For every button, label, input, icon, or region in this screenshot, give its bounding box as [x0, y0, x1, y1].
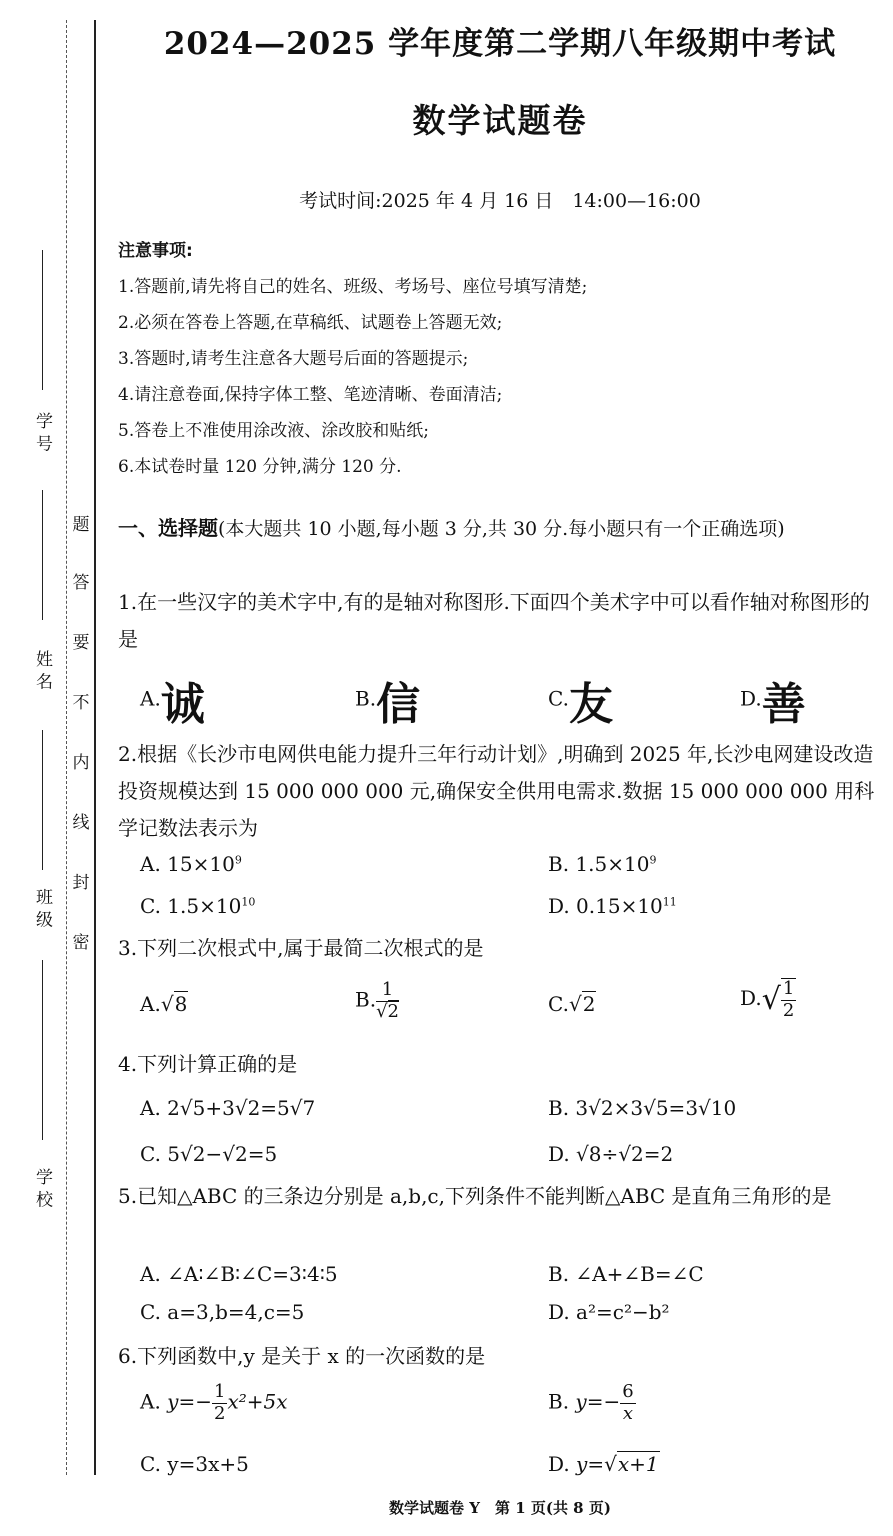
- denominator: 2: [214, 1402, 226, 1424]
- notice-item: 3.答题时,请考生注意各大题号后面的答题提示;: [118, 349, 469, 369]
- q2-option-c: [140, 894, 255, 918]
- question-3-stem: 3.下列二次根式中,属于最简二次根式的是: [118, 936, 484, 960]
- sqrt: √2: [568, 992, 596, 1016]
- radicand: 2: [582, 992, 596, 1016]
- notice-heading: 注意事项:: [118, 241, 193, 261]
- q2-option-b: [548, 852, 656, 876]
- q5-option-b: B. ∠A+∠B=∠C: [548, 1262, 704, 1286]
- seal-char: 线: [72, 813, 90, 833]
- notice-item: 6.本试卷时量 120 分钟,满分 120 分.: [118, 457, 402, 477]
- exponent: 9: [234, 853, 242, 867]
- fill-line: [42, 250, 43, 390]
- notice-item: 2.必须在答卷上答题,在草稿纸、试题卷上答题无效;: [118, 313, 503, 333]
- radicand: 2: [387, 1000, 399, 1022]
- seal-char: 答: [72, 573, 90, 593]
- question-4-stem: 4.下列计算正确的是: [118, 1052, 298, 1076]
- fraction: [376, 980, 399, 1022]
- radicand: 8: [174, 992, 188, 1016]
- seal-char: 不: [72, 693, 90, 713]
- option-label: C.: [548, 992, 569, 1016]
- question-5-stem: 5.已知△ABC 的三条边分别是 a,b,c,下列条件不能判断△ABC 是直角三角形的是: [118, 1184, 832, 1208]
- option-label: D.: [740, 686, 762, 711]
- q6-option-a: [140, 1382, 288, 1424]
- class-label: 班 级: [32, 888, 52, 928]
- fraction: [212, 1382, 227, 1424]
- numerator: 1: [214, 1381, 226, 1402]
- option-label: B.: [355, 987, 377, 1012]
- sqrt: √x+1: [604, 1452, 659, 1476]
- notice-item: 4.请注意卷面,保持字体工整、笔迹清晰、卷面清洁;: [118, 385, 503, 405]
- exam-title: 2024—2025 学年度第二学期八年级期中考试: [163, 26, 837, 62]
- name-label: 姓 名: [32, 650, 52, 690]
- denominator: x: [622, 1402, 634, 1424]
- binding-solid-line: [94, 20, 96, 1475]
- q6-option-c: C. y=3x+5: [140, 1452, 249, 1476]
- expr: y=: [576, 1452, 605, 1476]
- expr: y=−: [575, 1389, 621, 1414]
- q3-option-a: [140, 992, 188, 1016]
- notice-item: 1.答题前,请先将自己的姓名、班级、考场号、座位号填写清楚;: [118, 277, 588, 297]
- q6-option-b: [548, 1382, 636, 1424]
- exam-time: 考试时间:2025 年 4 月 16 日 14:00—16:00: [299, 190, 701, 212]
- numerator: 1: [376, 980, 399, 1002]
- question-1-stem: 1.在一些汉字的美术字中,有的是轴对称图形.下面四个美术字中可以看作轴对称图形的是: [118, 590, 870, 651]
- notice-item: 5.答卷上不准使用涂改液、涂改胶和贴纸;: [118, 421, 429, 441]
- seal-char: 密: [72, 933, 90, 953]
- exponent: 10: [241, 895, 256, 909]
- option-label: A.: [140, 992, 161, 1016]
- section-heading: [118, 510, 878, 547]
- art-char: 善: [761, 679, 806, 730]
- q1-option-a: [140, 668, 205, 732]
- expr: y=−: [167, 1389, 212, 1414]
- q3-option-c: [548, 992, 596, 1016]
- numerator: 1: [782, 978, 795, 999]
- q4-option-d: D. √8÷√2=2: [548, 1142, 674, 1166]
- fraction: [781, 978, 796, 1021]
- q4-option-a: A. 2√5+3√2=5√7: [140, 1096, 316, 1120]
- option-label: D.: [548, 1452, 570, 1476]
- option-label: A.: [140, 1389, 161, 1414]
- q1-option-b: [355, 668, 420, 732]
- option-label: B.: [548, 1389, 570, 1414]
- art-char: 友: [568, 679, 613, 730]
- school-label: 学 校: [32, 1168, 52, 1208]
- denominator: √2: [376, 1000, 399, 1022]
- numerator: 6: [622, 1381, 634, 1402]
- fill-line: [42, 960, 43, 1140]
- section-title: 一、选择题: [118, 516, 218, 540]
- art-char: 诚: [160, 679, 205, 730]
- q5-option-a: A. ∠A∶∠B∶∠C=3∶4∶5: [140, 1262, 338, 1286]
- student-id-label: 学 号: [32, 412, 52, 452]
- option-text: B. 1.5×10: [548, 852, 650, 876]
- question-2-stem: 2.根据《长沙市电网供电能力提升三年行动计划》,明确到 2025 年,长沙电网建设改造投资规模达到 15 000 000 000 元,确保安全供用电需求.数据 15 000 000 000 用科学记数法表示为: [118, 742, 875, 840]
- exponent: 11: [662, 895, 677, 909]
- question-6-stem: 6.下列函数中,y 是关于 x 的一次函数的是: [118, 1344, 486, 1368]
- q3-option-b: [355, 980, 399, 1022]
- art-char: 信: [376, 679, 421, 730]
- q2-option-d: [548, 894, 677, 918]
- fraction: [620, 1382, 635, 1424]
- seal-char: 题: [72, 515, 90, 535]
- q6-option-d: [548, 1452, 660, 1476]
- q2-option-a: [140, 852, 242, 876]
- q1-option-d: [740, 668, 806, 732]
- option-label: D.: [740, 986, 762, 1011]
- fill-line: [42, 490, 43, 620]
- q3-option-d: [740, 978, 796, 1021]
- option-text: C. 1.5×10: [140, 894, 242, 918]
- option-text: A. 15×10: [140, 852, 235, 876]
- seal-char: 封: [72, 873, 90, 893]
- denominator: 2: [782, 999, 795, 1021]
- exponent: 9: [649, 853, 657, 867]
- seal-char: 要: [72, 633, 90, 653]
- option-label: B.: [355, 686, 377, 711]
- q1-option-c: [548, 668, 613, 732]
- section-desc: (本大题共 10 小题,每小题 3 分,共 30 分.每小题只有一个正确选项): [218, 518, 785, 540]
- sqrt-sign: √: [761, 982, 781, 1018]
- q5-option-c: C. a=3,b=4,c=5: [140, 1300, 305, 1324]
- option-text: D. 0.15×10: [548, 894, 663, 918]
- exam-subtitle: 数学试题卷: [412, 101, 588, 140]
- q5-option-d: D. a²=c²−b²: [548, 1300, 670, 1324]
- expr: x²+5x: [227, 1389, 288, 1414]
- fill-line: [42, 730, 43, 870]
- sqrt: √8: [160, 992, 188, 1016]
- option-label: C.: [548, 686, 569, 711]
- page-footer: 数学试题卷 Y 第 1 页(共 8 页): [389, 1499, 611, 1517]
- seal-char: 内: [72, 753, 90, 773]
- option-label: A.: [140, 686, 161, 711]
- binding-dashed-line: [66, 20, 67, 1475]
- q4-option-c: C. 5√2−√2=5: [140, 1142, 278, 1166]
- radicand: x+1: [617, 1452, 659, 1476]
- q4-option-b: B. 3√2×3√5=3√10: [548, 1096, 737, 1120]
